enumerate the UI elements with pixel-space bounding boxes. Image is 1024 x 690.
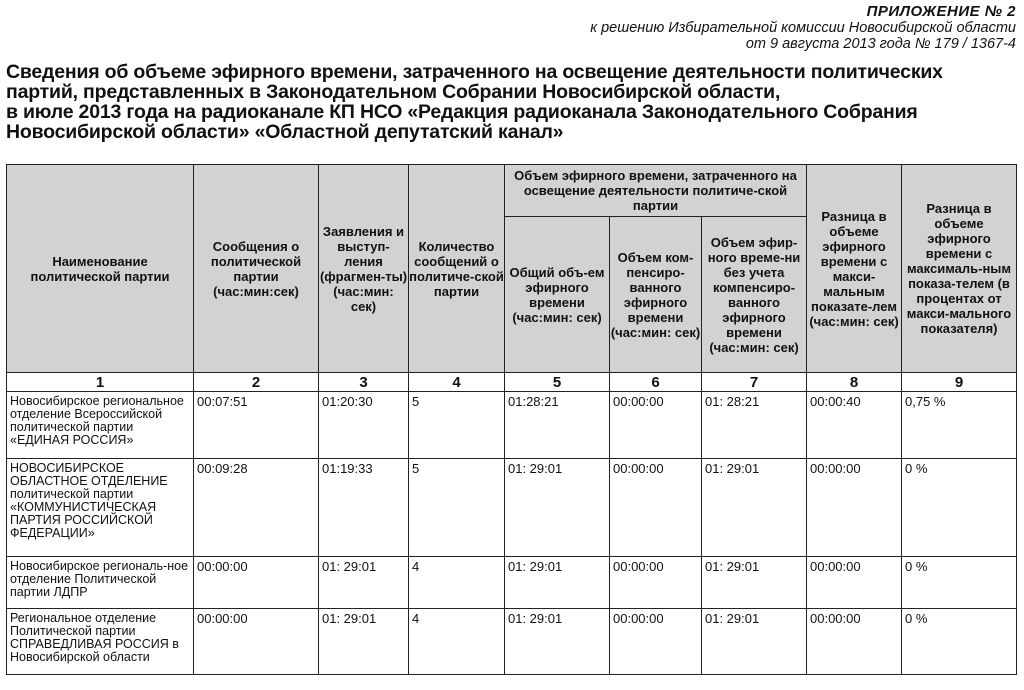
column-number: 6	[610, 373, 702, 392]
diff-percent-cell: 0 %	[902, 459, 1017, 557]
messages-cell: 00:00:00	[194, 557, 319, 609]
total-cell: 01: 29:01	[505, 557, 610, 609]
total-cell: 01: 29:01	[505, 609, 610, 675]
messages-cell: 00:00:00	[194, 609, 319, 675]
column-number: 2	[194, 373, 319, 392]
header-compensated-airtime: Объем ком-пенсиро-ванного эфирного времени (час:мин: сек)	[610, 217, 702, 373]
column-number: 7	[702, 373, 807, 392]
uncompensated-cell: 01: 29:01	[702, 557, 807, 609]
appendix-line-2: от 9 августа 2013 года № 179 / 1367-4	[745, 36, 1016, 52]
document-title	[6, 62, 1016, 142]
header-message-count: Количество сообщений о политиче-ской партии	[409, 165, 505, 373]
uncompensated-cell: 01: 28:21	[702, 392, 807, 459]
table-row	[7, 609, 1017, 675]
diff-time-cell: 00:00:40	[807, 392, 902, 459]
compensated-cell: 00:00:00	[610, 392, 702, 459]
statements-cell: 01:19:33	[319, 459, 409, 557]
column-number: 5	[505, 373, 610, 392]
count-cell: 4	[409, 609, 505, 675]
header-total-airtime: Общий объ-ем эфирного времени (час:мин: сек)	[505, 217, 610, 373]
appendix-block	[316, 4, 1016, 52]
uncompensated-cell: 01: 29:01	[702, 609, 807, 675]
total-cell: 01: 29:01	[505, 459, 610, 557]
diff-time-cell: 00:00:00	[807, 459, 902, 557]
diff-time-cell: 00:00:00	[807, 557, 902, 609]
appendix-title: ПРИЛОЖЕНИЕ № 2	[866, 3, 1016, 20]
party-name-cell: Новосибирское региональ-ное отделение Политической партии ЛДПР	[7, 557, 194, 609]
title-line-2: партий, представленных в Законодательном Собрании Новосибирской области,	[6, 81, 781, 103]
title-line-1: Сведения об объеме эфирного времени, затраченного на освещение деятельности политических	[6, 61, 943, 83]
statements-cell: 01: 29:01	[319, 557, 409, 609]
header-party-name: Наименование политической партии	[7, 165, 194, 373]
column-number: 4	[409, 373, 505, 392]
compensated-cell: 00:00:00	[610, 459, 702, 557]
diff-percent-cell: 0 %	[902, 557, 1017, 609]
diff-percent-cell: 0,75 %	[902, 392, 1017, 459]
header-diff-time: Разница в объеме эфирного времени с макси-мальным показате-лем (час:мин: сек)	[807, 165, 902, 373]
diff-percent-cell: 0 %	[902, 609, 1017, 675]
airtime-table	[6, 164, 1017, 675]
count-cell: 4	[409, 557, 505, 609]
statements-cell: 01:20:30	[319, 392, 409, 459]
party-name-cell: НОВОСИБИРСКОЕ ОБЛАСТНОЕ ОТДЕЛЕНИЕ политической партии «КОММУНИСТИЧЕСКАЯ ПАРТИЯ РОССИЙСКОЙ ФЕДЕРАЦИИ»	[7, 459, 194, 557]
compensated-cell: 00:00:00	[610, 609, 702, 675]
header-messages: Сообщения о политической партии (час:мин:сек)	[194, 165, 319, 373]
column-number: 9	[902, 373, 1017, 392]
diff-time-cell: 00:00:00	[807, 609, 902, 675]
column-number: 8	[807, 373, 902, 392]
party-name-cell: Региональное отделение Политической партии СПРАВЕДЛИВАЯ РОССИЯ в Новосибирской области	[7, 609, 194, 675]
appendix-line-1: к решению Избирательной комиссии Новосибирской области	[590, 20, 1016, 36]
header-uncompensated-airtime: Объем эфир-ного време-ни без учета компенсиро-ванного эфирного времени (час:мин: сек)	[702, 217, 807, 373]
header-diff-percent: Разница в объеме эфирного времени с максималь-ным показа-телем (в процентах от макси-мального показателя)	[902, 165, 1017, 373]
header-statements: Заявления и выступ-ления (фрагмен-ты) (час:мин: сек)	[319, 165, 409, 373]
messages-cell: 00:09:28	[194, 459, 319, 557]
count-cell: 5	[409, 459, 505, 557]
party-name-cell: Новосибирское региональное отделение Всероссийской политической партии «ЕДИНАЯ РОССИЯ»	[7, 392, 194, 459]
total-cell: 01:28:21	[505, 392, 610, 459]
header-airtime-group: Объем эфирного времени, затраченного на освещение деятельности политиче-ской партии	[505, 165, 807, 217]
table-row	[7, 392, 1017, 459]
title-line-3: в июле 2013 года на радиоканале КП НСО «Редакция радиоканала Законодательного Собрания	[6, 101, 918, 123]
title-line-4: Новосибирской области» «Областной депутатский канал»	[6, 121, 564, 143]
compensated-cell: 00:00:00	[610, 557, 702, 609]
column-number: 3	[319, 373, 409, 392]
uncompensated-cell: 01: 29:01	[702, 459, 807, 557]
messages-cell: 00:07:51	[194, 392, 319, 459]
count-cell: 5	[409, 392, 505, 459]
column-number-row	[7, 373, 1017, 392]
table-row	[7, 459, 1017, 557]
column-number: 1	[7, 373, 194, 392]
statements-cell: 01: 29:01	[319, 609, 409, 675]
table-row	[7, 557, 1017, 609]
